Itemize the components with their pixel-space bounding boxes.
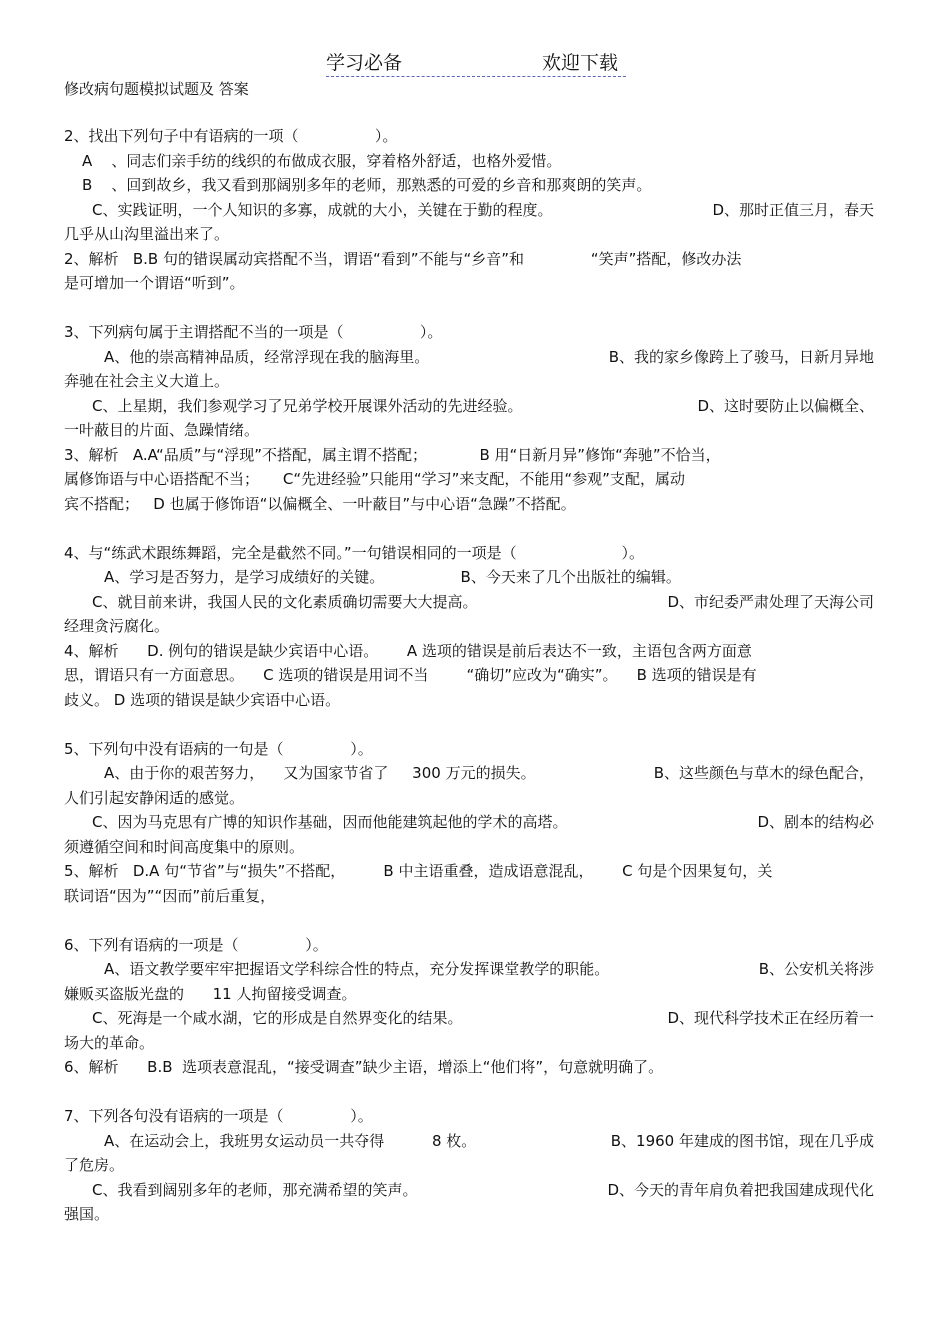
document-body: [64, 124, 874, 1227]
q6-options-cd: [64, 1006, 874, 1031]
q3-analysis-3: 宾不搭配； D 也属于修饰语“以偏概全、一叶蔽目”与中心语“急躁”不搭配。: [64, 494, 576, 513]
q3-analysis-1: 3、解析 A.A“品质”与“浮现”不搭配，属主谓不搭配； B 用“日新月异”修饰“奔驰”不恰当，: [64, 445, 721, 464]
q4-option-d: D、市纪委严肃处理了天海公司: [667, 592, 874, 611]
q3-options-cd: [64, 394, 874, 419]
q5-options-ab: [64, 761, 874, 786]
q5-option-d: D、剧本的结构必: [757, 813, 874, 831]
q5-option-d-cont: 须遵循空间和时间高度集中的原则。: [64, 837, 305, 856]
q6-option-c: C、死海是一个咸水湖，它的形成是自然界变化的结果。: [92, 1009, 463, 1027]
q3-option-d: D、这时要防止以偏概全、: [697, 396, 874, 415]
q4-analysis-3: 歧义。 D 选项的错误是缺少宾语中心语。: [64, 690, 341, 709]
q7-option-b: B、1960 年建成的图书馆，现在几乎成: [610, 1131, 874, 1150]
q4-options-ab: A、学习是否努力，是学习成绩好的关键。 B、今天来了几个出版社的编辑。: [104, 568, 681, 586]
q3-stem: 3、下列病句属于主谓搭配不当的一项是（ ）。: [64, 323, 443, 341]
q5-option-b-cont: 人们引起安静闲适的感觉。: [64, 788, 245, 807]
q3-analysis-2: 属修饰语与中心语搭配不当； C“先进经验”只能用“学习”来支配，不能用“参观”支配，属动: [64, 470, 685, 488]
q3-option-b: B、我的家乡像跨上了骏马，日新月异地: [608, 347, 874, 366]
q2-option-b: B 、回到故乡，我又看到那阔别多年的老师，那熟悉的可爱的乡音和那爽朗的笑声。: [82, 176, 652, 194]
q7-option-c: C、我看到阔别多年的老师，那充满希望的笑声。: [92, 1180, 418, 1199]
q2-option-a: A 、同志们亲手纺的线织的布做成衣服，穿着格外舒适，也格外爱惜。: [82, 151, 562, 170]
q2-option-d-cont: 几乎从山沟里溢出来了。: [64, 225, 230, 243]
q6-option-a: A、语文教学要牢牢把握语文学科综合性的特点，充分发挥课堂教学的职能。: [104, 960, 610, 978]
q2-option-d: D、那时正值三月，春天: [712, 200, 874, 219]
q5-analysis-1: 5、解析 D.A 句“节省”与“损失”不搭配， B 中主语重叠，造成语意混乱， C 句是个因果复句，关: [64, 862, 773, 880]
q6-stem: 6、下列有语病的一项是（ ）。: [64, 935, 328, 954]
page-header: [326, 48, 626, 77]
q5-option-c: C、因为马克思有广博的知识作基础，因而他能建筑起他的学术的高塔。: [92, 813, 568, 831]
q7-option-a: A、在运动会上，我班男女运动员一共夺得 8 枚。: [104, 1131, 477, 1150]
q4-analysis-1: 4、解析 D. 例句的错误是缺少宾语中心语。 A 选项的错误是前后表达不一致，主语包含两方面意: [64, 641, 752, 660]
q6-option-d: D、现代科学技术正在经历着一: [667, 1009, 874, 1027]
q7-options-cd: [64, 1178, 874, 1203]
q3-options-ab: [64, 345, 874, 370]
q6-option-b-cont: 嫌贩买盗版光盘的 11 人拘留接受调查。: [64, 984, 357, 1003]
q5-options-cd: [64, 810, 874, 835]
q5-option-b: B、这些颜色与草木的绿色配合，: [653, 764, 874, 782]
q6-option-b: B、公安机关将涉: [758, 960, 874, 978]
q3-option-a: A、他的崇高精神品质，经常浮现在我的脑海里。: [104, 347, 430, 366]
header-right-text: 欢迎下载: [541, 52, 618, 74]
q2-analysis-1: 2、解析 B.B 句的错误属动宾搭配不当，谓语“看到”不能与“乡音”和 “笑声”搭配，修改办法: [64, 249, 742, 268]
q2-options-cd: [64, 198, 874, 223]
q2-stem: 2、找出下列句子中有语病的一项（ ）。: [64, 127, 398, 145]
q3-option-d-cont: 一叶蔽目的片面、急躁情绪。: [64, 421, 260, 439]
q4-option-d-cont: 经理贪污腐化。: [64, 617, 170, 635]
q6-option-d-cont: 场大的革命。: [64, 1033, 155, 1052]
q7-stem: 7、下列各句没有语病的一项是（ ）。: [64, 1107, 373, 1125]
q3-option-b-cont: 奔驰在社会主义大道上。: [64, 372, 230, 390]
q4-option-c: C、就目前来讲，我国人民的文化素质确切需要大大提高。: [92, 592, 478, 611]
q7-option-d: D、今天的青年肩负着把我国建成现代化: [607, 1180, 874, 1199]
q2-analysis-2: 是可增加一个谓语“听到”。: [64, 274, 245, 292]
header-left-text: 学习必备: [326, 52, 403, 74]
q4-stem: 4、与“练武术跟练舞蹈，完全是截然不同。”一句错误相同的一项是（ ）。: [64, 543, 644, 562]
q6-analysis-1: 6、解析 B.B 选项表意混乱，“接受调查”缺少主语，增添上“他们将”，句意就明确了。: [64, 1058, 664, 1076]
q7-option-d-cont: 强国。: [64, 1205, 110, 1223]
q5-analysis-2: 联词语“因为”“因而”前后重复，: [64, 886, 276, 905]
q3-option-c: C、上星期，我们参观学习了兄弟学校开展课外活动的先进经验。: [92, 396, 523, 415]
q6-options-ab: [64, 957, 874, 982]
q5-stem: 5、下列句中没有语病的一句是（ ）。: [64, 739, 373, 758]
q4-analysis-2: 思，谓语只有一方面意思。 C 选项的错误是用词不当 “确切”应改为“确实”。 B 选项的错误是有: [64, 666, 757, 684]
document-title: 修改病句题模拟试题及 答案: [64, 80, 249, 98]
q2-option-c: C、实践证明，一个人知识的多寡，成就的大小，关键在于勤的程度。: [92, 200, 553, 219]
q5-option-a: A、由于你的艰苦努力， 又为国家节省了 300 万元的损失。: [104, 764, 536, 782]
q7-option-b-cont: 了危房。: [64, 1156, 125, 1174]
q4-options-cd: [64, 590, 874, 615]
q7-options-ab: [64, 1129, 874, 1154]
